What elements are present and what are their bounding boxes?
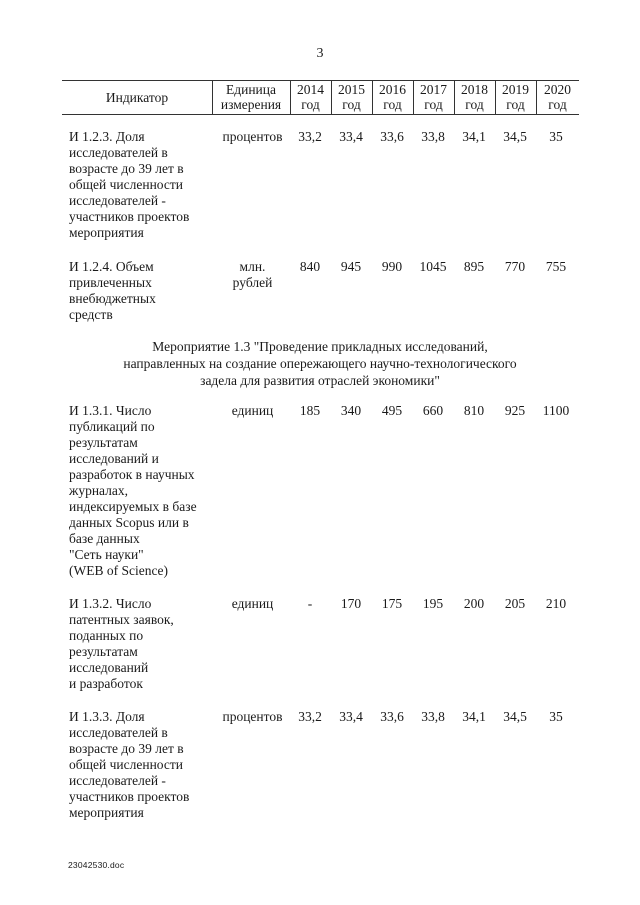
page-number: 3 xyxy=(316,46,324,61)
value-cell: 770 xyxy=(504,259,526,274)
value-cell: 1045 xyxy=(419,259,447,274)
section-title: Мероприятие 1.3 "Проведение прикладных исследований, направленных на создание опережающего научно-технологического задела для развития отраслей экономики" xyxy=(123,339,517,388)
value-cell: 340 xyxy=(340,403,362,418)
value-cell: 33,6 xyxy=(380,709,404,724)
header-year xyxy=(290,82,331,114)
value-cell: 205 xyxy=(504,596,526,611)
value-cell: 210 xyxy=(545,596,567,611)
header-unit-line2: измерения xyxy=(220,97,282,112)
header-year-label: 2015 xyxy=(338,82,365,97)
header-year-suffix: год xyxy=(424,97,443,112)
value-cell: 840 xyxy=(299,259,321,274)
value-cell: 660 xyxy=(422,403,444,418)
header-year-label: 2018 xyxy=(461,82,488,97)
value-cell: 990 xyxy=(381,259,403,274)
footer-filename: 23042530.doc xyxy=(68,860,125,870)
value-cell: 35 xyxy=(549,709,563,724)
value-cell: 33,8 xyxy=(421,709,445,724)
value-cell: 34,5 xyxy=(503,709,527,724)
indicator-text: И 1.3.1. Число публикаций по результатам исследований и разработок в научных журналах, индексируемых в базе данных Scopus или в базе данных "Сеть науки" (WEB of Science) xyxy=(69,403,197,578)
value-cell: 195 xyxy=(422,596,444,611)
unit-text: единиц xyxy=(231,596,274,611)
header-year-label: 2020 xyxy=(544,82,571,97)
indicator-text: И 1.2.3. Доля исследователей в возрасте до 39 лет в общей численности исследователей - участников проектов мероприятия xyxy=(69,129,190,240)
value-cell: 945 xyxy=(340,259,362,274)
header-year xyxy=(413,82,454,114)
value-cell: 35 xyxy=(549,129,563,144)
header-year-suffix: год xyxy=(383,97,402,112)
value-cell: 1100 xyxy=(542,403,570,418)
value-cell: 33,6 xyxy=(380,129,404,144)
value-cell: 34,5 xyxy=(503,129,527,144)
value-cell: 170 xyxy=(340,596,362,611)
indicator-text: И 1.3.2. Число патентных заявок, поданных по результатам исследований и разработок xyxy=(69,596,174,691)
header-year xyxy=(495,82,536,114)
header-unit-line1: Единица xyxy=(225,82,276,97)
value-cell: 200 xyxy=(463,596,485,611)
unit-text: процентов xyxy=(222,129,283,144)
value-cell: 34,1 xyxy=(462,709,486,724)
value-cell: 895 xyxy=(463,259,485,274)
header-year-suffix: год xyxy=(548,97,567,112)
header-year xyxy=(536,82,579,114)
header-year-label: 2019 xyxy=(502,82,529,97)
header-year xyxy=(454,82,495,114)
value-cell: - xyxy=(307,596,313,611)
header-year-suffix: год xyxy=(506,97,525,112)
header-indicator: Индикатор xyxy=(105,90,169,105)
header-year-suffix: год xyxy=(342,97,361,112)
value-cell: 495 xyxy=(381,403,403,418)
header-unit xyxy=(212,82,290,114)
value-cell: 925 xyxy=(504,403,526,418)
indicator-text: И 1.2.4. Объем привлеченных внебюджетных средств xyxy=(69,259,156,322)
value-cell: 33,4 xyxy=(339,709,363,724)
header-year-label: 2016 xyxy=(379,82,406,97)
value-cell: 175 xyxy=(381,596,403,611)
header-year-label: 2017 xyxy=(420,82,447,97)
header-year xyxy=(331,82,372,114)
value-cell: 33,2 xyxy=(298,709,322,724)
value-cell: 33,8 xyxy=(421,129,445,144)
header-year-suffix: год xyxy=(301,97,320,112)
header-top-rule xyxy=(62,80,579,81)
unit-text: млн. рублей xyxy=(232,259,273,290)
value-cell: 755 xyxy=(545,259,567,274)
value-cell: 185 xyxy=(299,403,321,418)
header-year-label: 2014 xyxy=(297,82,324,97)
header-year xyxy=(372,82,413,114)
unit-text: единиц xyxy=(231,403,274,418)
indicator-text: И 1.3.3. Доля исследователей в возрасте до 39 лет в общей численности исследователей - участников проектов мероприятия xyxy=(69,709,190,820)
value-cell: 810 xyxy=(463,403,485,418)
value-cell: 33,2 xyxy=(298,129,322,144)
value-cell: 34,1 xyxy=(462,129,486,144)
header-year-suffix: год xyxy=(465,97,484,112)
value-cell: 33,4 xyxy=(339,129,363,144)
unit-text: процентов xyxy=(222,709,283,724)
